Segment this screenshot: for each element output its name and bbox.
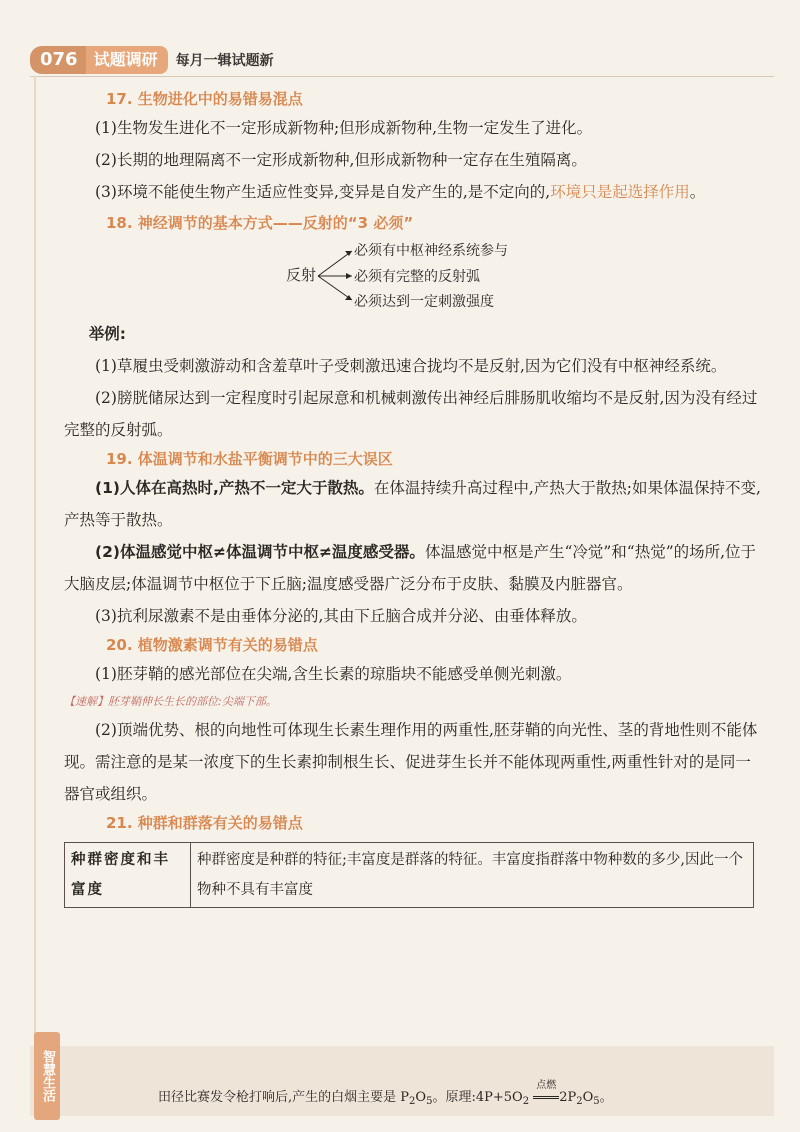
para-17-2: (2)长期的地理隔离不一定形成新物种,但形成新物种一定存在生殖隔离。	[95, 151, 587, 169]
formula-sub: 5	[593, 1096, 600, 1107]
equals-sign	[533, 1096, 559, 1099]
para-17-1: (1)生物发生进化不一定形成新物种;但形成新物种,生物一定发生了进化。	[95, 119, 593, 137]
footer-tip	[158, 1080, 613, 1107]
formula-product: 2P	[559, 1090, 577, 1105]
header-divider	[30, 76, 774, 77]
formula-sub: 2	[409, 1096, 416, 1107]
footer-tip-text: 田径比赛发令枪打响后,产生的白烟主要是	[158, 1090, 397, 1105]
heading-18: 18. 神经调节的基本方式——反射的“3 必须”	[106, 214, 414, 232]
footer-badge: 智慧生活	[34, 1032, 60, 1120]
para-17-3	[64, 176, 764, 208]
para-18-1: (1)草履虫受刺激游动和含羞草叶子受刺激迅速合拢均不是反射,因为它们没有中枢神经系统。	[95, 357, 727, 375]
formula-p: P	[400, 1090, 410, 1105]
reaction-condition: 点燃	[536, 1080, 557, 1091]
para-17-3-text: (3)环境不能使生物产生适应性变异,变异是自发产生的,是不定向的,	[95, 183, 551, 201]
para-19-3: (3)抗利尿激素不是由垂体分泌的,其由下丘脑合成并分泌、由垂体释放。	[95, 607, 587, 625]
para-19-1-bold: (1)人体在高热时,产热不一定大于散热。	[95, 479, 374, 497]
para-17-3-end: 。	[689, 183, 706, 201]
table-row	[65, 843, 754, 908]
footer-tip-principle: 。原理:4P+5O	[432, 1090, 523, 1105]
margin-stripe	[34, 76, 36, 1046]
footer-tip-end: 。	[599, 1090, 613, 1105]
formula-product-o: O	[582, 1090, 594, 1105]
quick-note: 【速解】胚芽鞘伸长生长的部位:尖端下部。	[64, 695, 277, 708]
heading-17: 17. 生物进化中的易错易混点	[106, 90, 303, 108]
section-title: 试题调研	[86, 46, 168, 74]
formula-sub: 5	[426, 1096, 433, 1107]
para-19-2-rest: 体温感觉中枢是产生“冷觉”和“热觉”的场所,位于大脑皮层;体温调节中枢位于下丘脑;温度感受器广泛分布于皮肤、黏膜及内脏器官。	[64, 543, 757, 593]
table-value-cell: 种群密度是种群的特征;丰富度是群落的特征。丰富度指群落中物种数的多少,因此一个物种不具有丰富度	[191, 843, 754, 908]
page-number: 076	[30, 46, 86, 74]
example-label: 举例:	[88, 325, 126, 343]
diagram-item-1: 必须有中枢神经系统参与	[354, 243, 508, 259]
reaction-arrow	[533, 1080, 559, 1105]
page-body	[64, 86, 764, 908]
para-19-2	[64, 536, 764, 600]
formula-sub: 2	[576, 1096, 583, 1107]
diagram-root-label: 反射	[286, 266, 317, 284]
para-19-2-bold: (2)体温感觉中枢≠体温调节中枢≠温度感受器。	[95, 543, 425, 561]
para-19-1	[64, 472, 764, 536]
heading-20: 20. 植物激素调节有关的易错点	[106, 636, 318, 654]
para-18-2: (2)膀胱储尿达到一定程度时引起尿意和机械刺激传出神经后腓肠肌收缩均不是反射,因为没有经过完整的反射弧。	[64, 389, 758, 439]
heading-21: 21. 种群和群落有关的易错点	[106, 814, 303, 832]
heading-19: 19. 体温调节和水盐平衡调节中的三大误区	[106, 450, 393, 468]
para-20-1: (1)胚芽鞘的感光部位在尖端,含生长素的琼脂块不能感受单侧光刺激。	[95, 665, 572, 683]
diagram-arrows	[314, 238, 358, 314]
para-17-3-highlight: 环境只是起选择作用	[550, 183, 690, 201]
para-19-1-rest: 在体温持续升高过程中,产热大于散热;如果体温保持不变,产热等于散热。	[64, 479, 761, 529]
para-20-2: (2)顶端优势、根的向地性可体现生长素生理作用的两重性,胚芽鞘的向光性、茎的背地性则不能体现。需注意的是某一浓度下的生长素抑制根生长、促进芽生长并不能体现两重性,两重性针对的是同一器官或组织。	[64, 721, 758, 803]
table-key-cell: 种群密度和丰富度	[65, 843, 191, 908]
comparison-table	[64, 842, 754, 908]
diagram-item-3: 必须达到一定刺激强度	[354, 294, 494, 310]
diagram-item-2: 必须有完整的反射弧	[354, 269, 480, 285]
formula-sub: 2	[522, 1096, 530, 1107]
header-tagline: 每月一辑试题新	[175, 53, 274, 69]
reflex-diagram	[64, 238, 764, 314]
formula-o: O	[415, 1090, 427, 1105]
page-header	[30, 46, 274, 74]
